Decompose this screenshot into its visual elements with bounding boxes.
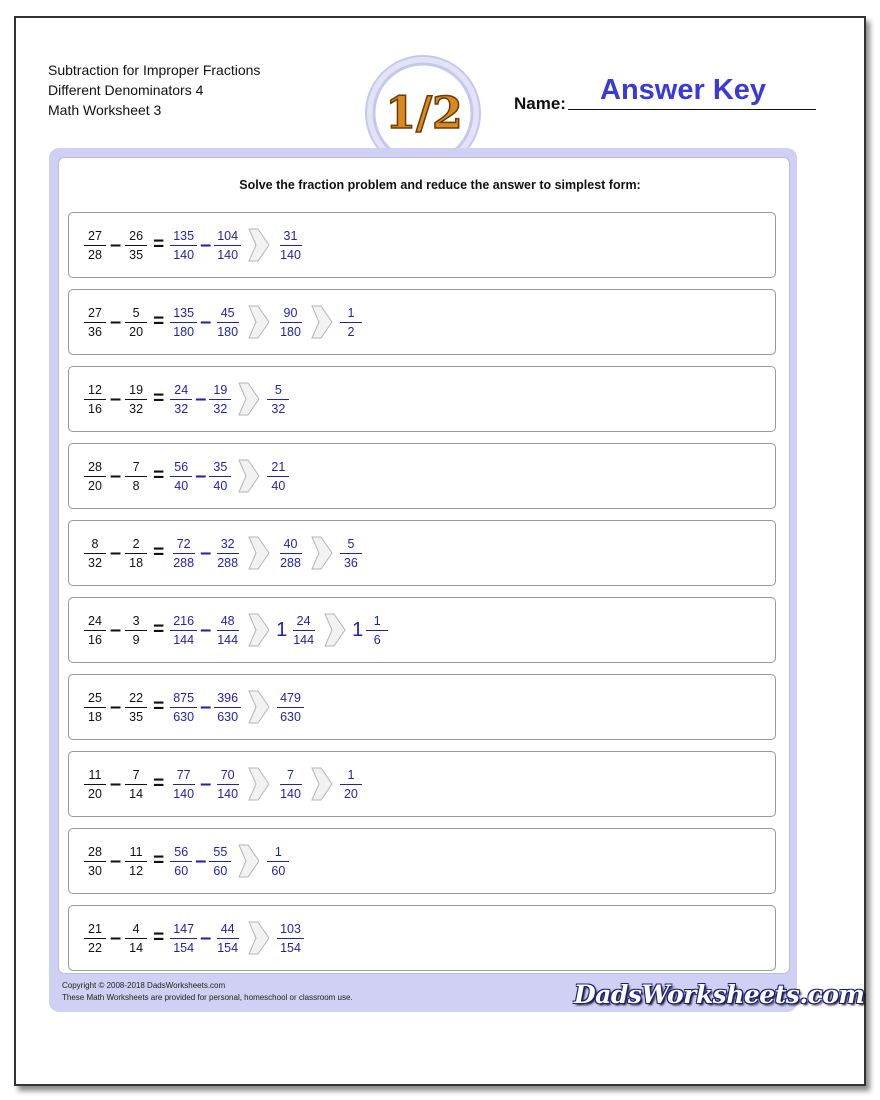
numerator: 4 xyxy=(125,922,147,939)
fraction-b xyxy=(125,229,147,262)
numerator: 45 xyxy=(217,306,239,323)
numerator: 11 xyxy=(125,845,147,862)
equals-sign: = xyxy=(153,619,165,640)
common-fraction-b xyxy=(209,845,231,878)
numerator: 77 xyxy=(173,768,195,785)
common-fraction-b xyxy=(209,460,231,493)
fraction-a xyxy=(84,306,106,339)
denominator: 20 xyxy=(129,324,144,339)
fraction-b xyxy=(125,306,147,339)
equals-sign: = xyxy=(153,311,165,332)
common-fraction-b xyxy=(214,614,241,647)
fraction-b xyxy=(125,922,147,955)
problem-row xyxy=(68,443,776,509)
fraction-a xyxy=(84,768,106,801)
minus-sign: – xyxy=(200,310,212,333)
denominator: 630 xyxy=(173,709,195,724)
denominator: 154 xyxy=(280,940,301,955)
minus-sign: – xyxy=(110,849,122,872)
denominator: 14 xyxy=(129,786,144,801)
result-fraction xyxy=(277,768,304,801)
result-fraction xyxy=(340,306,362,339)
numerator: 5 xyxy=(340,537,362,554)
denominator: 32 xyxy=(213,401,228,416)
common-fraction-a xyxy=(170,922,197,955)
numerator: 135 xyxy=(170,306,197,323)
denominator: 35 xyxy=(129,709,144,724)
result-fraction xyxy=(277,537,304,570)
problem-row xyxy=(68,751,776,817)
numerator: 21 xyxy=(84,922,106,939)
denominator: 40 xyxy=(271,478,286,493)
minus-sign: – xyxy=(200,772,212,795)
fraction-a xyxy=(84,537,106,570)
denominator: 140 xyxy=(217,786,239,801)
arrow-icon xyxy=(238,844,260,878)
numerator: 56 xyxy=(170,845,192,862)
common-fraction-a xyxy=(170,383,192,416)
fraction-b xyxy=(125,845,147,878)
denominator: 288 xyxy=(280,555,301,570)
denominator: 35 xyxy=(129,247,144,262)
denominator: 20 xyxy=(343,786,358,801)
problem-expression xyxy=(83,598,389,662)
fraction-a xyxy=(84,383,106,416)
numerator: 24 xyxy=(84,614,106,631)
minus-sign: – xyxy=(200,618,212,641)
denominator: 32 xyxy=(174,401,189,416)
footer xyxy=(62,980,353,1004)
numerator: 1 xyxy=(340,306,362,323)
problem-row xyxy=(68,905,776,971)
numerator: 35 xyxy=(209,460,231,477)
problem-list xyxy=(68,212,778,982)
minus-sign: – xyxy=(200,695,212,718)
denominator: 18 xyxy=(88,709,102,724)
usage-notice: These Math Worksheets are provided for personal, homeschool or classroom use. xyxy=(62,993,353,1002)
fraction-a xyxy=(84,691,106,724)
numerator: 28 xyxy=(84,845,106,862)
equals-sign: = xyxy=(153,465,165,486)
common-fraction-b xyxy=(214,537,241,570)
numerator: 1 xyxy=(366,614,388,631)
minus-sign: – xyxy=(110,233,122,256)
problem-row xyxy=(68,366,776,432)
result-fraction xyxy=(267,460,289,493)
result-fraction xyxy=(277,691,304,724)
fraction-b xyxy=(125,768,147,801)
name-label: Name: xyxy=(514,94,566,113)
problem-expression xyxy=(83,213,305,277)
fraction-b xyxy=(125,537,147,570)
worksheet-titles xyxy=(48,60,260,120)
numerator: 22 xyxy=(125,691,147,708)
denominator: 2 xyxy=(347,324,355,339)
denominator: 40 xyxy=(213,478,228,493)
copyright-text: Copyright © 2008-2018 DadsWorksheets.com xyxy=(62,981,226,990)
numerator: 5 xyxy=(267,383,289,400)
denominator: 140 xyxy=(173,247,195,262)
numerator: 56 xyxy=(170,460,192,477)
problem-expression xyxy=(83,675,305,739)
numerator: 27 xyxy=(84,306,106,323)
denominator: 32 xyxy=(271,401,286,416)
denominator: 154 xyxy=(217,940,239,955)
denominator: 18 xyxy=(129,555,144,570)
minus-sign: – xyxy=(200,541,212,564)
arrow-icon xyxy=(324,613,346,647)
problem-row xyxy=(68,289,776,355)
result-fraction xyxy=(277,229,304,262)
denominator: 144 xyxy=(217,632,239,647)
denominator: 180 xyxy=(173,324,195,339)
fraction-b xyxy=(125,460,147,493)
denominator: 28 xyxy=(88,247,102,262)
numerator: 25 xyxy=(84,691,106,708)
denominator: 60 xyxy=(174,863,189,878)
problem-expression xyxy=(83,290,363,354)
numerator: 7 xyxy=(125,768,147,785)
numerator: 3 xyxy=(125,614,147,631)
common-fraction-a xyxy=(170,460,192,493)
numerator: 21 xyxy=(267,460,289,477)
fraction-a xyxy=(84,614,106,647)
equals-sign: = xyxy=(153,927,165,948)
result-fraction xyxy=(277,922,304,955)
problem-expression xyxy=(83,521,363,585)
equals-sign: = xyxy=(153,388,165,409)
equals-sign: = xyxy=(153,542,165,563)
numerator: 216 xyxy=(170,614,197,631)
equals-sign: = xyxy=(153,773,165,794)
denominator: 630 xyxy=(217,709,239,724)
result-fraction xyxy=(267,845,289,878)
common-fraction-b xyxy=(214,691,241,724)
denominator: 32 xyxy=(88,555,102,570)
denominator: 180 xyxy=(217,324,239,339)
fraction-a xyxy=(84,460,106,493)
arrow-icon xyxy=(248,228,270,262)
common-fraction-a xyxy=(170,537,197,570)
fraction-a xyxy=(84,922,106,955)
arrow-icon xyxy=(248,767,270,801)
denominator: 288 xyxy=(173,555,195,570)
denominator: 140 xyxy=(217,247,239,262)
minus-sign: – xyxy=(110,772,122,795)
numerator: 72 xyxy=(173,537,195,554)
minus-sign: – xyxy=(110,695,122,718)
common-fraction-b xyxy=(214,229,241,262)
title-line-1: Subtraction for Improper Fractions xyxy=(48,62,261,78)
instruction-text: Solve the fraction problem and reduce the answer to simplest form: xyxy=(239,178,641,192)
title-line-3: Math Worksheet 3 xyxy=(48,102,162,118)
minus-sign: – xyxy=(200,233,212,256)
denominator: 144 xyxy=(293,632,315,647)
numerator: 48 xyxy=(217,614,239,631)
denominator: 9 xyxy=(132,632,140,647)
denominator: 22 xyxy=(88,940,102,955)
minus-sign: – xyxy=(110,310,122,333)
numerator: 24 xyxy=(293,614,315,631)
denominator: 32 xyxy=(129,401,144,416)
minus-sign: – xyxy=(195,849,207,872)
fraction-a xyxy=(84,229,106,262)
fraction-b xyxy=(125,614,147,647)
numerator: 90 xyxy=(280,306,302,323)
dadsworksheets-logo: DadsWorksheets.com xyxy=(574,980,865,1009)
numerator: 70 xyxy=(217,768,239,785)
denominator: 140 xyxy=(280,786,301,801)
result-fraction xyxy=(277,306,304,339)
name-line xyxy=(568,109,816,110)
numerator: 479 xyxy=(277,691,304,708)
result-fraction xyxy=(290,614,317,647)
arrow-icon xyxy=(311,767,333,801)
denominator: 140 xyxy=(173,786,195,801)
denominator: 36 xyxy=(88,324,102,339)
denominator: 60 xyxy=(213,863,228,878)
numerator: 28 xyxy=(84,460,106,477)
denominator: 288 xyxy=(217,555,239,570)
equals-sign: = xyxy=(153,234,165,255)
arrow-icon xyxy=(311,536,333,570)
numerator: 1 xyxy=(267,845,289,862)
denominator: 16 xyxy=(88,401,102,416)
numerator: 2 xyxy=(125,537,147,554)
common-fraction-b xyxy=(214,768,241,801)
whole-number: 1 xyxy=(276,618,288,641)
common-fraction-a xyxy=(170,614,197,647)
numerator: 44 xyxy=(217,922,239,939)
problem-row xyxy=(68,828,776,894)
fraction-a xyxy=(84,845,106,878)
minus-sign: – xyxy=(110,541,122,564)
denominator: 140 xyxy=(280,247,301,262)
arrow-icon xyxy=(248,613,270,647)
common-fraction-a xyxy=(170,306,197,339)
numerator: 26 xyxy=(125,229,147,246)
fraction-b xyxy=(125,691,147,724)
numerator: 24 xyxy=(170,383,192,400)
minus-sign: – xyxy=(195,464,207,487)
numerator: 8 xyxy=(84,537,106,554)
denominator: 20 xyxy=(88,478,102,493)
result-fraction xyxy=(340,768,362,801)
common-fraction-b xyxy=(209,383,231,416)
common-fraction-a xyxy=(170,229,197,262)
arrow-icon xyxy=(311,305,333,339)
arrow-icon xyxy=(248,536,270,570)
numerator: 396 xyxy=(214,691,241,708)
numerator: 31 xyxy=(280,229,302,246)
denominator: 6 xyxy=(373,632,381,647)
numerator: 7 xyxy=(125,460,147,477)
denominator: 630 xyxy=(280,709,301,724)
equals-sign: = xyxy=(153,850,165,871)
numerator: 19 xyxy=(125,383,147,400)
whole-number: 1 xyxy=(352,618,364,641)
problem-expression xyxy=(83,367,290,431)
minus-sign: – xyxy=(110,618,122,641)
numerator: 32 xyxy=(217,537,239,554)
equals-sign: = xyxy=(153,696,165,717)
arrow-icon xyxy=(238,459,260,493)
common-fraction-b xyxy=(214,922,241,955)
denominator: 180 xyxy=(280,324,301,339)
numerator: 135 xyxy=(170,229,197,246)
answer-key-title: Answer Key xyxy=(600,74,767,106)
logo-text: 1/2 xyxy=(385,88,463,139)
problem-row xyxy=(68,212,776,278)
denominator: 40 xyxy=(174,478,189,493)
minus-sign: – xyxy=(195,387,207,410)
denominator: 144 xyxy=(173,632,195,647)
problem-expression xyxy=(83,829,290,893)
numerator: 7 xyxy=(280,768,302,785)
common-fraction-b xyxy=(214,306,241,339)
common-fraction-a xyxy=(170,691,197,724)
title-line-2: Different Denominators 4 xyxy=(48,82,204,98)
numerator: 40 xyxy=(280,537,302,554)
problem-expression xyxy=(83,906,305,970)
numerator: 103 xyxy=(277,922,304,939)
denominator: 20 xyxy=(88,786,102,801)
minus-sign: – xyxy=(110,387,122,410)
minus-sign: – xyxy=(110,926,122,949)
denominator: 154 xyxy=(173,940,195,955)
denominator: 30 xyxy=(88,863,102,878)
fraction-b xyxy=(125,383,147,416)
common-fraction-a xyxy=(170,845,192,878)
arrow-icon xyxy=(248,690,270,724)
result-fraction xyxy=(340,537,362,570)
result-fraction xyxy=(267,383,289,416)
numerator: 55 xyxy=(209,845,231,862)
numerator: 12 xyxy=(84,383,106,400)
numerator: 11 xyxy=(84,768,106,785)
denominator: 16 xyxy=(88,632,102,647)
arrow-icon xyxy=(248,921,270,955)
arrow-icon xyxy=(238,382,260,416)
numerator: 1 xyxy=(340,768,362,785)
numerator: 104 xyxy=(214,229,241,246)
numerator: 27 xyxy=(84,229,106,246)
result-fraction xyxy=(366,614,388,647)
problem-row xyxy=(68,597,776,663)
problem-expression xyxy=(83,444,290,508)
denominator: 8 xyxy=(132,478,140,493)
minus-sign: – xyxy=(200,926,212,949)
problem-row xyxy=(68,674,776,740)
arrow-icon xyxy=(248,305,270,339)
numerator: 19 xyxy=(209,383,231,400)
numerator: 875 xyxy=(170,691,197,708)
common-fraction-a xyxy=(170,768,197,801)
minus-sign: – xyxy=(110,464,122,487)
denominator: 60 xyxy=(271,863,286,878)
numerator: 5 xyxy=(125,306,147,323)
problem-row xyxy=(68,520,776,586)
numerator: 147 xyxy=(170,922,197,939)
denominator: 36 xyxy=(343,555,358,570)
problem-expression xyxy=(83,752,363,816)
denominator: 14 xyxy=(129,940,144,955)
denominator: 12 xyxy=(129,863,144,878)
